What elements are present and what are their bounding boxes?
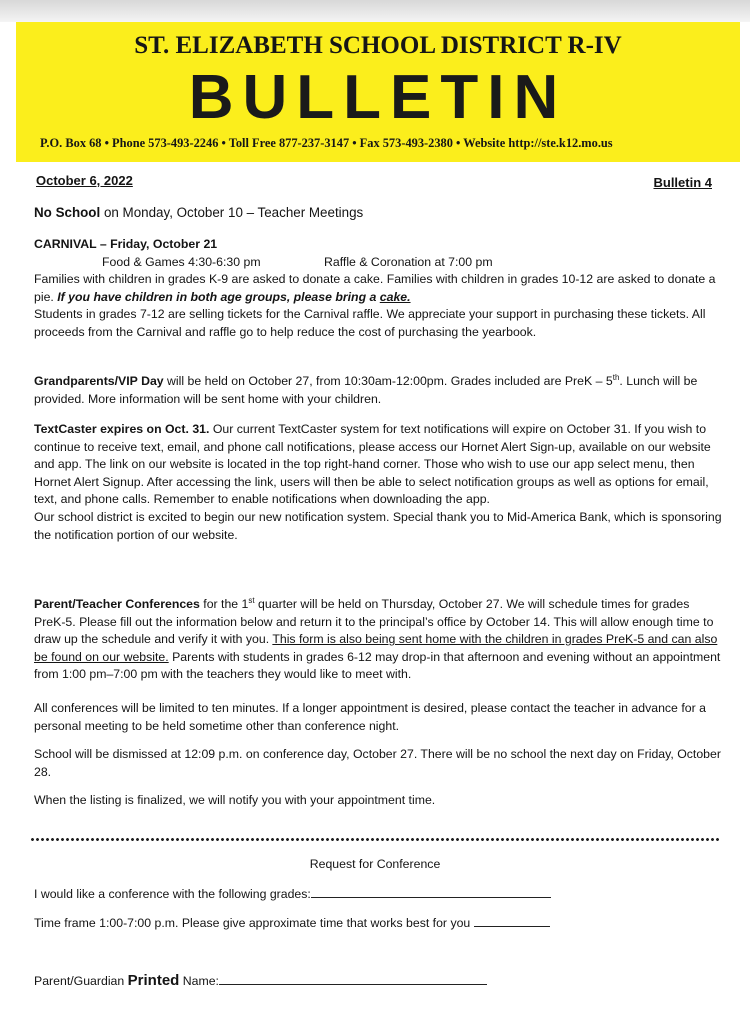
grandparents-lead: Grandparents/VIP Day [34,374,164,388]
top-strip [0,0,750,22]
name-prefix: Parent/Guardian [34,974,128,988]
grandparents-sup: th [612,372,620,382]
name-suffix: Name: [179,974,219,988]
conferences-lead: Parent/Teacher Conferences [34,597,200,611]
no-school-lead: No School [34,205,101,220]
carnival-raffle: Raffle & Coronation at 7:00 pm [324,254,493,269]
bulletin-number: Bulletin 4 [653,175,712,190]
grades-field[interactable] [34,885,724,904]
dismissal-notice: School will be dismissed at 12:09 p.m. on conference day, October 27. There will be no school the next day on Friday, October 28. [34,747,721,779]
conferences-text1: for the 1 [199,597,249,611]
carnival-heading: CARNIVAL – Friday, October 21 [34,237,218,251]
time-field[interactable] [34,914,724,933]
no-school-text: on Monday, October 10 – Teacher Meetings [100,205,364,220]
carnival-food: Food & Games 4:30-6:30 pm [102,254,261,269]
grandparents-text2: . Lunch will be provided. More information will be sent home with your children. [34,374,698,406]
textcaster-lead: TextCaster expires on Oct. 31. [34,422,210,436]
conferences-text2: quarter will be held on Thursday, October 27. We will schedule times for grades PreK-5. Please fill out the information below and return it to the principal’s office by October 14. This will allow enough time to draw up the schedule and verify it with you. [34,597,714,647]
time-label: Time frame 1:00-7:00 p.m. Please give approximate time that works best for you [34,916,471,930]
district-name: ST. ELIZABETH SCHOOL DISTRICT R-IV [134,32,622,59]
carnival-donation [34,271,724,306]
grandparents-section [34,373,724,408]
conferences-sup: st [248,595,255,605]
name-blank[interactable] [219,972,487,985]
carnival-raffle-tickets: Students in grades 7-12 are selling tickets for the Carnival raffle. We appreciate your support in purchasing these tickets. All proceeds from the Carnival and raffle go to help reduce the cost of purchasing the yearbook. [34,307,706,339]
time-blank[interactable] [474,914,550,927]
carnival-cake: cake. [379,289,411,304]
carnival-emphasis: If you have children in both age groups, please bring a [57,289,380,304]
conferences-text3: Parents with students in grades 6-12 may drop-in that afternoon and evening without an appointment from 1:00 pm–7:00 pm with the teachers they would like to meet with. [34,649,721,682]
bulletin-date: October 6, 2022 [36,173,133,188]
carnival-donation-text: Families with children in grades K-9 are asked to donate a cake. Families with children in grades 10-12 are asked to donate a pie. [34,272,716,304]
bulletin-title: BULLETIN [188,63,568,132]
grades-blank[interactable] [311,885,551,898]
name-printed: Printed [127,972,180,989]
contact-line: P.O. Box 68 • Phone 573-493-2246 • Toll Free 877-237-3147 • Fax 573-493-2380 • Website http://ste.k12.mo.us [40,136,613,150]
grandparents-text1: will be held on October 27, from 10:30am-12:00pm. Grades included are PreK – 5 [163,374,613,388]
grades-label: I would like a conference with the following grades: [34,887,311,901]
textcaster-section [34,421,724,544]
bulletin-header [16,22,740,162]
carnival-section [34,236,724,342]
appointment-notice: When the listing is finalized, we will notify you with your appointment time. [34,793,436,807]
textcaster-text1: Our current TextCaster system for text notifications will expire on October 31. If you wish to continue to receive text, email, and phone call notifications, please access our Hornet Alert Sign-up, available on our website and app. The link on our website is located in the top right-hand corner. Those who wish to use our app select menu, then Hornet Alert Signup. After accessing the link, users will then be able to select notification groups as well as options for email, text, and phone calls. Remember to enable notifications when downloading the app. [34,422,711,507]
name-field[interactable] [34,972,724,991]
conferences-section [34,596,724,684]
cut-line [30,837,720,842]
conference-limit: All conferences will be limited to ten minutes. If a longer appointment is desired, please contact the teacher in advance for a personal meeting to be held sometime other than conference night. [34,701,706,733]
conferences-form-note: This form is also being sent home with the children in grades PreK-5 and can also be found on our website. [34,632,718,664]
textcaster-text2: Our school district is excited to begin our new notification system. Special thank you to Mid-America Bank, which is sponsoring the notification portion of our website. [34,509,722,542]
no-school-notice [34,204,724,222]
form-title: Request for Conference [309,857,441,871]
carnival-schedule [34,254,724,272]
